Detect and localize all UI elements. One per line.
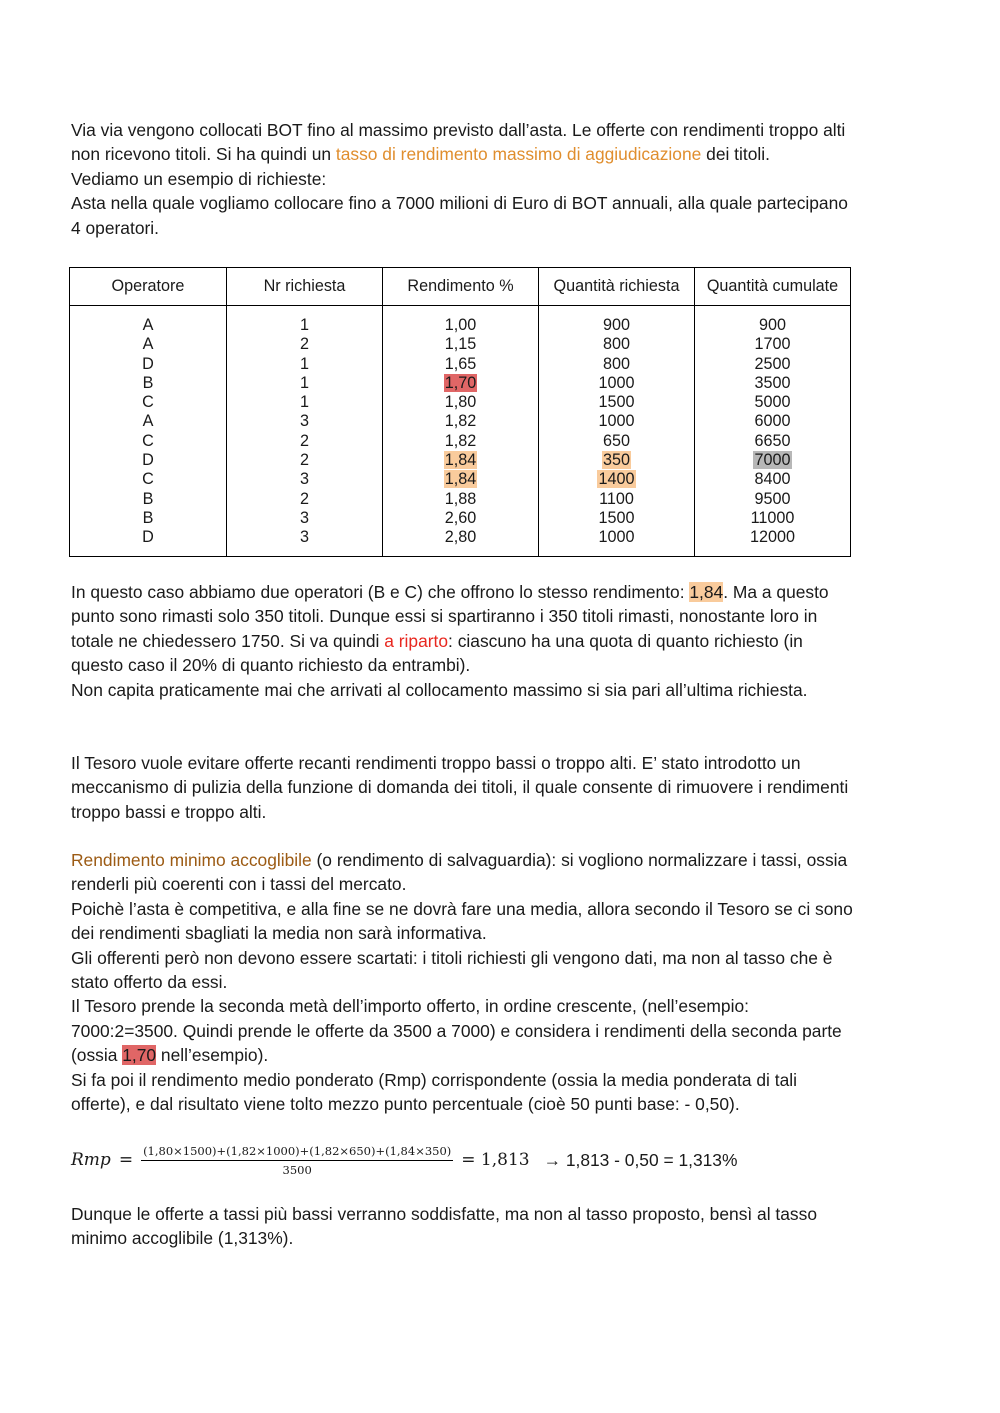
table-cell: 1,80	[444, 393, 477, 412]
highlighted-value: 1,84	[689, 582, 724, 602]
intro-paragraph	[71, 118, 911, 240]
conclusion-paragraph	[71, 1202, 911, 1251]
table-cell: 1500	[598, 393, 635, 412]
formula-fraction	[141, 1144, 453, 1177]
table-cell: 6650	[754, 431, 791, 450]
table-cell: 1000	[598, 412, 635, 431]
column-header: Rendimento %	[383, 268, 539, 306]
table-cell: D	[142, 354, 154, 373]
table-cell: 5000	[754, 393, 791, 412]
table-cell: 2,60	[444, 508, 477, 527]
column-header: Operatore	[70, 268, 227, 306]
text-line: Poichè l’asta è competitiva, e alla fine se ne dovrà fare una media, allora secondo il Tesoro se ci sono	[71, 898, 853, 919]
table-cell: 800	[602, 354, 630, 373]
table-cell: 1	[299, 316, 309, 334]
formula-numerator: (1,80×1500)+(1,82×1000)+(1,82×650)+(1,84×350)	[141, 1144, 453, 1161]
column-nr-richiesta	[227, 306, 383, 557]
table-cell: 1	[299, 354, 309, 373]
table-cell: 1000	[598, 373, 635, 392]
text-line: renderli più coerenti con i tassi del mercato.	[71, 874, 407, 895]
table-cell: 1,84	[444, 470, 477, 489]
table-cell: 350	[602, 451, 630, 470]
formula-equals: =	[118, 1150, 134, 1170]
table-cell: B	[142, 489, 154, 508]
text-line: Il Tesoro vuole evitare offerte recanti rendimenti troppo bassi o troppo alti. E’ stato introdotto un	[71, 753, 801, 773]
table-body-row	[70, 306, 851, 557]
highlighted-term: a riparto	[384, 630, 449, 651]
table-cell: 1,00	[444, 316, 477, 334]
table-cell: C	[142, 431, 154, 450]
table-cell: C	[142, 393, 154, 412]
table-cell: 12000	[749, 528, 795, 547]
column-quantita-cumulate	[695, 306, 851, 557]
rendimento-minimo-paragraph	[71, 848, 911, 1116]
table-cell: 1,65	[444, 354, 477, 373]
text-line: Gli offerenti però non devono essere scartati: i titoli richiesti gli vengono dati, ma non al tasso che è	[71, 947, 833, 968]
table-cell: C	[142, 470, 154, 489]
riparto-paragraph	[71, 580, 911, 702]
table-cell: 900	[758, 316, 786, 334]
formula-result: = 1,813	[461, 1150, 530, 1170]
text-line: 4 operatori.	[71, 217, 159, 238]
column-quantita-richiesta	[539, 306, 695, 557]
text-line: offerte), e dal risultato viene tolto mezzo punto percentuale (cioè 50 punti base: - 0,50).	[71, 1094, 740, 1115]
table-cell: D	[142, 451, 154, 470]
table-cell: 1400	[598, 470, 635, 489]
formula-conclusion: → 1,813 - 0,50 = 1,313%	[543, 1149, 738, 1170]
text-line: stato offerto da essi.	[71, 972, 228, 993]
table-cell: 1,82	[444, 431, 477, 450]
text-line: Rendimento minimo accoglibile (o rendimento di salvaguardia): si vogliono normalizzare i tassi, ossia	[71, 850, 848, 870]
text-line: Non capita praticamente mai che arrivati al collocamento massimo si sia pari all’ultima richiesta.	[71, 679, 808, 700]
text-line: Si fa poi il rendimento medio ponderato (Rmp) corrispondente (ossia la media ponderata di tali	[71, 1069, 797, 1090]
table-cell: 1100	[599, 489, 634, 508]
table-cell: 1,82	[444, 412, 477, 431]
table-cell: 650	[602, 431, 630, 450]
column-header: Nr richiesta	[227, 268, 383, 306]
column-header: Quantità cumulate	[695, 268, 851, 306]
highlighted-value: 1,70	[122, 1045, 157, 1066]
table-cell: 900	[602, 316, 630, 334]
table-cell: 6000	[754, 412, 791, 431]
table-cell: 1,84	[444, 451, 477, 470]
auction-table	[69, 267, 851, 557]
table-cell: 2	[299, 335, 309, 354]
table-cell: 1700	[754, 335, 791, 354]
table-cell: A	[142, 335, 154, 354]
table-cell: 3500	[754, 373, 791, 392]
table-cell: 3	[299, 412, 309, 431]
table-cell: 1,88	[444, 489, 477, 508]
formula-denominator: 3500	[282, 1162, 312, 1177]
highlighted-term: Rendimento minimo accoglibile	[71, 850, 312, 870]
table-cell: 800	[602, 335, 630, 354]
text-line: punto sono rimasti solo 350 titoli. Dunque essi si spartiranno i 350 titoli rimasti, nonostante loro in	[71, 606, 818, 627]
text-line: dei rendimenti sbagliati la media non sarà informativa.	[71, 923, 487, 944]
table-header-row	[70, 268, 851, 306]
table-cell: 1	[299, 393, 309, 412]
table-cell: 7000	[754, 451, 791, 470]
text-line: (ossia 1,70 nell’esempio).	[71, 1045, 269, 1066]
column-rendimento	[383, 306, 539, 557]
highlighted-term: tasso di rendimento massimo di aggiudicazione	[335, 144, 702, 165]
tesoro-paragraph	[71, 751, 911, 824]
table-cell: 11000	[750, 508, 795, 527]
text-line: troppo bassi e troppo alti.	[71, 801, 267, 822]
text-line: Asta nella quale vogliamo collocare fino a 7000 milioni di Euro di BOT annuali, alla quale partecipano	[71, 193, 848, 214]
text-line: questo caso il 20% di quanto richiesto da entrambi).	[71, 655, 471, 676]
table-cell: 1	[299, 373, 309, 392]
table-cell: 3	[299, 528, 309, 547]
formula-lhs: Rmp	[71, 1150, 111, 1170]
text-line: totale ne chiedessero 1750. Si va quindi a riparto: ciascuno ha una quota di quanto richiesto (in	[71, 630, 803, 651]
text-line: In questo caso abbiamo due operatori (B e C) che offrono lo stesso rendimento: 1,84. Ma a questo	[71, 582, 829, 602]
rmp-formula	[71, 1140, 737, 1180]
table-cell: 2	[299, 431, 309, 450]
table-cell: 8400	[754, 470, 791, 489]
table-cell: 1500	[598, 508, 635, 527]
table-cell: 2,80	[444, 528, 477, 547]
table-cell: 3	[299, 470, 309, 489]
table-cell: A	[142, 316, 154, 334]
column-operatore	[70, 306, 227, 557]
text-line: Via via vengono collocati BOT fino al massimo previsto dall’asta. Le offerte con rendimenti troppo alti	[71, 120, 846, 140]
text-line: 7000:2=3500. Quindi prende le offerte da 3500 a 7000) e considera i rendimenti della seconda parte	[71, 1020, 842, 1041]
text-line: non ricevono titoli. Si ha quindi un tasso di rendimento massimo di aggiudicazione dei titoli.	[71, 144, 770, 165]
table-cell: A	[142, 412, 154, 431]
text-line: meccanismo di pulizia della funzione di domanda dei titoli, il quale consente di rimuovere i rendimenti	[71, 777, 849, 798]
table-cell: 2500	[754, 354, 791, 373]
table-cell: 1,70	[444, 373, 477, 392]
text-line: Il Tesoro prende la seconda metà dell’importo offerto, in ordine crescente, (nell’esempio:	[71, 996, 749, 1017]
table-cell: D	[142, 528, 154, 547]
table-cell: B	[142, 373, 154, 392]
text-line: Vediamo un esempio di richieste:	[71, 168, 327, 189]
table-cell: 1000	[598, 528, 635, 547]
table-cell: 2	[299, 489, 309, 508]
text-line: Dunque le offerte a tassi più bassi verranno soddisfatte, ma non al tasso proposto, bensì al tasso	[71, 1204, 817, 1224]
table-cell: 3	[299, 508, 309, 527]
table-cell: 1,15	[444, 335, 477, 354]
text-line: minimo accoglibile (1,313%).	[71, 1228, 294, 1249]
column-header: Quantità richiesta	[539, 268, 695, 306]
table-cell: 9500	[754, 489, 791, 508]
table-cell: 2	[299, 451, 309, 470]
table-cell: B	[142, 508, 154, 527]
